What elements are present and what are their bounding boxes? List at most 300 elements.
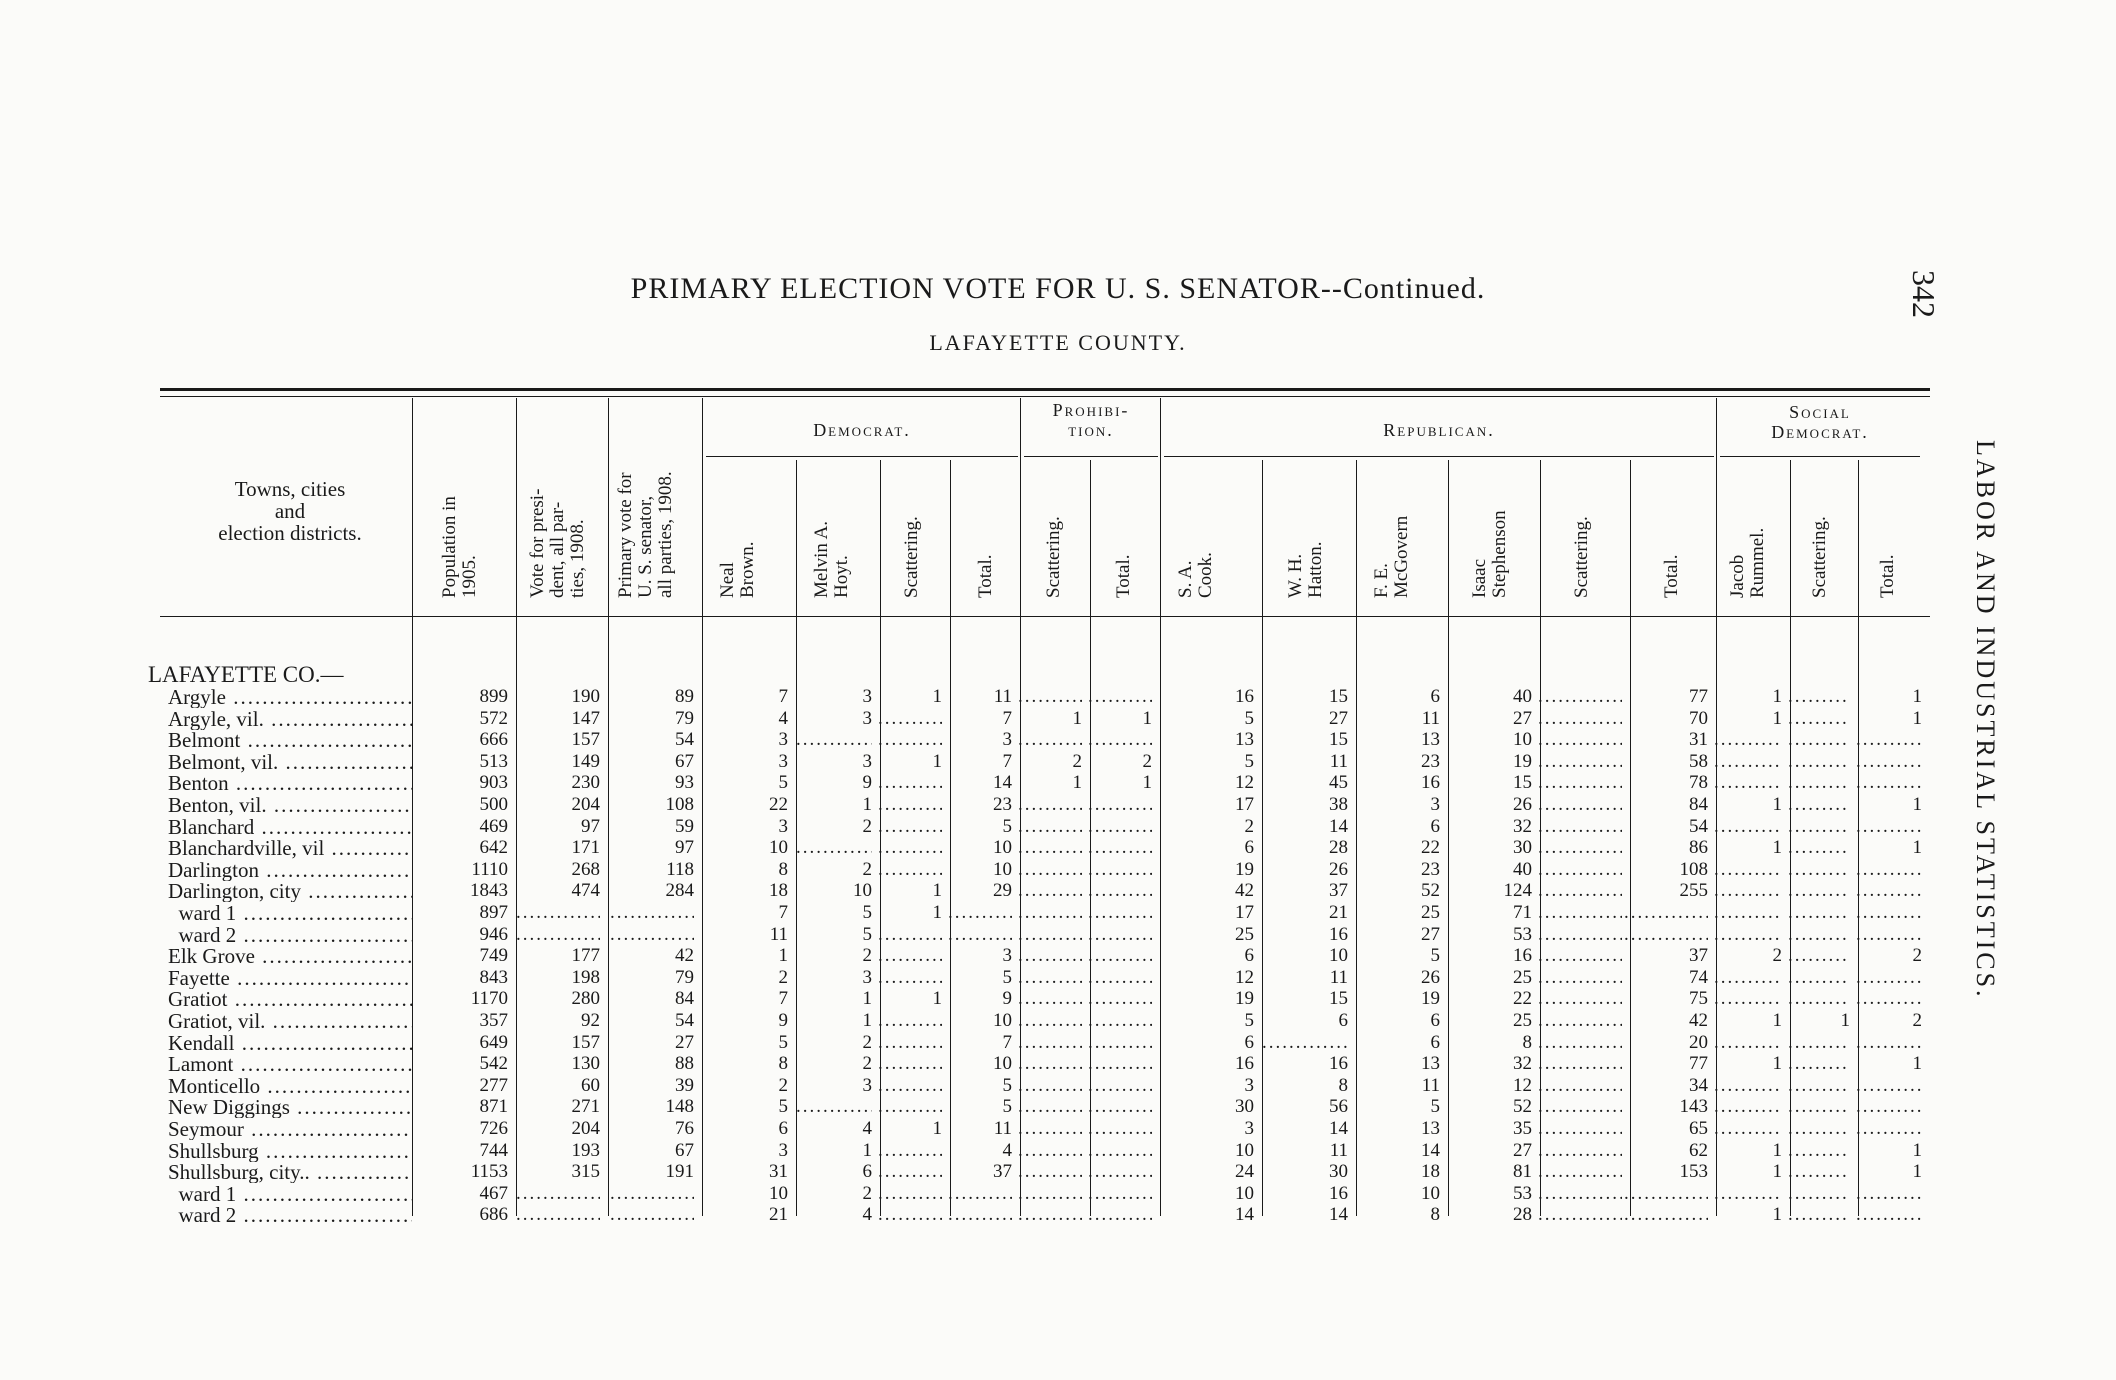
table-cell: 7 [778,686,788,707]
table-cell [1624,1183,1708,1205]
row-name: ward 1 ..... [168,902,412,924]
header-dem-scattering: Scattering. [901,516,922,598]
table-cell: 843 [479,967,508,988]
row-name: Elk Grove ..... [168,945,412,967]
table-cell: 3 [862,967,872,988]
header-dem-total: Total. [975,554,996,598]
table-cell: 1 [932,988,942,1009]
table-cell: 27 [1513,708,1532,729]
table-cell [1088,1075,1152,1097]
table-cell: 52 [1513,1096,1532,1117]
row-name: ward 1 ..... [168,1183,412,1205]
table-cell [1538,1118,1622,1140]
table-cell: 5 [1244,751,1254,772]
county-title: LAFAYETTE COUNTY. [929,330,1187,355]
table-cell: 649 [479,1032,508,1053]
table-cell: 6 [862,1161,872,1182]
table-cell: 2 [1912,1010,1922,1031]
row-name: Shullsburg ..... [168,1140,412,1162]
table-cell: 22 [1421,837,1440,858]
table-cell: 28 [1329,837,1348,858]
table-cell [1538,686,1622,708]
table-cell [1018,1161,1082,1183]
table-cell: 77 [1689,1053,1708,1074]
table-cell: 315 [571,1161,600,1182]
table-cell: 18 [1421,1161,1440,1182]
table-cell: 6 [1244,1032,1254,1053]
table-cell [1856,1032,1922,1054]
table-cell [1018,1096,1082,1118]
table-cell: 20 [1689,1032,1708,1053]
table-cell [1788,751,1850,773]
table-cell: 26 [1421,967,1440,988]
table-cell: 14 [1329,1204,1348,1225]
table-cell [1788,794,1850,816]
table-cell: 2 [1142,751,1152,772]
table-cell [1856,729,1922,751]
table-cell [1018,1032,1082,1054]
table-cell: 4 [778,708,788,729]
table-cell: 19 [1513,751,1532,772]
table-cell: 21 [769,1204,788,1225]
table-cell: 7 [1002,1032,1012,1053]
table-cell: 177 [571,945,600,966]
running-side-header: LABOR AND INDUSTRIAL STATISTICS. [1971,440,2000,1000]
table-cell: 204 [571,1118,600,1139]
table-row [0,1204,2116,1226]
group-prohibition: Prohibi- tion. [1052,400,1130,440]
table-cell: 899 [479,686,508,707]
table-cell [878,816,942,838]
table-cell: 1 [1912,837,1922,858]
table-cell: 3 [1002,729,1012,750]
table-cell: 5 [778,772,788,793]
table-cell: 16 [1235,686,1254,707]
table-cell [1856,751,1922,773]
table-cell [1088,1183,1152,1205]
header-primary-vote: Primary vote for U. S. senator, all parties, 1908. [615,471,676,598]
table-cell: 14 [1329,816,1348,837]
table-cell: 25 [1235,924,1254,945]
democrat-rule [706,456,1018,457]
table-cell [1088,837,1152,859]
table-cell: 17 [1235,794,1254,815]
table-cell [1788,1118,1850,1140]
header-rep-scattering: Scattering. [1571,516,1592,598]
table-cell [1538,1053,1622,1075]
table-cell: 8 [778,859,788,880]
table-cell: 10 [1329,945,1348,966]
table-row [0,1032,2116,1054]
table-cell: 1 [862,988,872,1009]
table-cell: 284 [665,880,694,901]
table-row [0,1075,2116,1097]
county-label: LAFAYETTE CO.— [148,662,344,687]
table-cell [1088,1010,1152,1032]
table-cell: 32 [1513,1053,1532,1074]
row-name: Benton, vil. ..... [168,794,412,816]
table-cell: 97 [675,837,694,858]
table-cell: 157 [571,729,600,750]
table-cell [878,945,942,967]
row-name: Blanchardville, vil ..... [168,837,412,859]
header-population: Population in 1905. [439,496,480,598]
table-cell [1856,1204,1922,1226]
table-cell: 52 [1421,880,1440,901]
table-cell: 30 [1513,837,1532,858]
table-cell: 897 [479,902,508,923]
table-cell [1538,772,1622,794]
table-cell [1714,1118,1782,1140]
table-cell: 10 [1235,1183,1254,1204]
table-cell [1714,988,1782,1010]
table-cell [1538,794,1622,816]
header-fe-mcgovern: F. E. McGovern [1371,515,1412,598]
table-cell: 28 [1513,1204,1532,1225]
table-cell: 16 [1329,1053,1348,1074]
table-cell: 1 [1772,708,1782,729]
table-cell: 2 [862,1183,872,1204]
table-cell: 60 [581,1075,600,1096]
table-cell [1856,1118,1922,1140]
table-cell [1538,708,1622,730]
table-cell: 2 [862,859,872,880]
table-cell [1788,1053,1850,1075]
table-row [0,1140,2116,1162]
table-cell: 1 [1772,686,1782,707]
table-cell [1714,1032,1782,1054]
social-democrat-rule [1720,456,1920,457]
table-cell: 34 [1689,1075,1708,1096]
table-cell: 230 [571,772,600,793]
table-cell: 3 [1002,945,1012,966]
table-cell [1088,880,1152,902]
table-cell [1018,816,1082,838]
table-cell [1856,816,1922,838]
table-cell: 130 [571,1053,600,1074]
table-cell: 6 [778,1118,788,1139]
table-cell: 11 [769,924,788,945]
table-cell: 2 [862,1032,872,1053]
table-cell: 27 [1421,924,1440,945]
table-cell: 474 [571,880,600,901]
table-cell: 1 [1072,708,1082,729]
table-row [0,967,2116,989]
header-presidential-vote: Vote for presi- dent, all par- ties, 1908. [527,488,588,598]
table-cell: 1 [1912,686,1922,707]
table-cell: 280 [571,988,600,1009]
table-cell: 147 [571,708,600,729]
table-cell: 10 [993,1053,1012,1074]
table-cell [796,1096,872,1118]
header-wh-hatton: W. H. Hatton. [1285,541,1326,598]
table-cell: 25 [1513,1010,1532,1031]
row-name: ward 2 ..... [168,1204,412,1226]
table-cell: 1 [932,1118,942,1139]
table-cell [878,837,942,859]
header-bottom-rule [160,616,1930,617]
table-cell: 8 [1338,1075,1348,1096]
table-cell [1788,686,1850,708]
table-cell: 10 [769,837,788,858]
table-cell [1538,945,1622,967]
table-cell: 1 [862,1140,872,1161]
table-cell: 1 [932,902,942,923]
table-cell [610,1204,694,1226]
table-cell: 3 [862,708,872,729]
table-cell: 19 [1421,988,1440,1009]
table-cell: 38 [1329,794,1348,815]
table-cell: 5 [1002,967,1012,988]
table-cell [1088,816,1152,838]
table-cell [948,1204,1012,1226]
row-name: Darlington, city ..... [168,880,412,902]
row-name: Argyle ..... [168,686,412,708]
table-cell: 16 [1329,1183,1348,1204]
table-cell: 666 [479,729,508,750]
table-cell: 6 [1430,1010,1440,1031]
table-cell [878,1075,942,1097]
table-cell: 1153 [470,1161,508,1182]
table-cell: 124 [1503,880,1532,901]
table-cell: 76 [675,1118,694,1139]
table-cell [1788,945,1850,967]
page-title: PRIMARY ELECTION VOTE FOR U. S. SENATOR--Continued. [630,272,1486,305]
table-cell: 9 [1002,988,1012,1009]
table-cell [1714,729,1782,751]
table-cell: 30 [1235,1096,1254,1117]
table-cell: 5 [1244,1010,1254,1031]
table-cell: 39 [675,1075,694,1096]
table-cell [1538,1183,1622,1205]
table-row [0,1118,2116,1140]
table-cell: 1110 [471,859,508,880]
table-cell [1088,1096,1152,1118]
table-cell: 11 [1329,751,1348,772]
table-cell: 22 [1513,988,1532,1009]
table-cell [1088,1204,1152,1226]
table-cell [878,794,942,816]
table-cell [1088,859,1152,881]
table-cell [796,729,872,751]
table-cell: 2 [1244,816,1254,837]
table-cell: 45 [1329,772,1348,793]
table-cell: 70 [1689,708,1708,729]
table-cell: 1170 [470,988,508,1009]
table-cell [1018,686,1082,708]
table-cell [1088,924,1152,946]
table-cell: 3 [1244,1118,1254,1139]
table-cell [1538,859,1622,881]
table-cell: 10 [993,859,1012,880]
table-cell: 42 [675,945,694,966]
table-cell: 469 [479,816,508,837]
table-cell: 686 [479,1204,508,1225]
table-cell: 3 [778,729,788,750]
table-cell: 79 [675,708,694,729]
header-rep-total: Total. [1661,554,1682,598]
table-cell: 6 [1338,1010,1348,1031]
table-cell: 143 [1679,1096,1708,1117]
row-name: New Diggings ..... [168,1096,412,1118]
table-cell [1538,880,1622,902]
table-cell: 15 [1513,772,1532,793]
table-cell: 7 [1002,708,1012,729]
table-cell: 7 [778,988,788,1009]
table-cell [1714,1096,1782,1118]
table-cell: 53 [1513,924,1532,945]
table-cell: 19 [1235,859,1254,880]
table-cell [1856,772,1922,794]
group-democrat: Democrat. [813,420,911,440]
row-name: Seymour ..... [168,1118,412,1140]
table-cell: 4 [1002,1140,1012,1161]
table-cell: 9 [778,1010,788,1031]
table-cell: 193 [571,1140,600,1161]
table-cell: 15 [1329,988,1348,1009]
table-cell: 1 [1772,1010,1782,1031]
table-cell [1018,1053,1082,1075]
table-cell: 5 [862,902,872,923]
table-cell [1538,729,1622,751]
table-cell [878,859,942,881]
table-cell [1018,1118,1082,1140]
table-cell [1538,816,1622,838]
table-cell: 11 [1421,1075,1440,1096]
table-cell: 6 [1430,816,1440,837]
table-cell: 16 [1235,1053,1254,1074]
header-sa-cook: S. A. Cook. [1175,552,1216,598]
table-cell [1088,988,1152,1010]
table-cell [1088,686,1152,708]
table-cell [1714,816,1782,838]
table-cell [1788,1204,1850,1226]
table-cell [1088,1053,1152,1075]
table-cell [878,924,942,946]
table-cell: 5 [1430,945,1440,966]
table-cell: 1 [1142,708,1152,729]
table-cell: 35 [1513,1118,1532,1139]
table-cell [1018,859,1082,881]
row-name: Belmont, vil. ..... [168,751,412,773]
table-cell: 14 [993,772,1012,793]
table-cell [1714,1075,1782,1097]
table-cell: 18 [769,880,788,901]
table-cell: 198 [571,967,600,988]
table-cell: 75 [1689,988,1708,1009]
table-cell [948,1183,1012,1205]
table-cell: 2 [862,816,872,837]
table-cell [1856,859,1922,881]
table-cell [1624,1204,1708,1226]
table-cell: 25 [1421,902,1440,923]
table-cell: 37 [993,1161,1012,1182]
table-cell [1788,924,1850,946]
table-cell: 946 [479,924,508,945]
table-cell: 71 [1513,902,1532,923]
table-cell: 92 [581,1010,600,1031]
table-cell: 6 [1430,686,1440,707]
table-cell [1714,880,1782,902]
table-row [0,837,2116,859]
table-cell: 1 [1912,794,1922,815]
row-name: Argyle, vil. ..... [168,708,412,730]
table-cell: 54 [675,1010,694,1031]
table-cell [610,1183,694,1205]
table-cell: 79 [675,967,694,988]
table-cell [1538,1010,1622,1032]
table-cell: 1 [862,794,872,815]
table-cell [1714,772,1782,794]
top-rule-thin [160,396,1930,397]
table-cell: 5 [1002,816,1012,837]
table-cell [1018,902,1082,924]
table-cell: 148 [665,1096,694,1117]
table-cell: 12 [1513,1075,1532,1096]
table-cell: 6 [1244,945,1254,966]
table-cell: 8 [778,1053,788,1074]
table-cell: 93 [675,772,694,793]
table-cell: 10 [1235,1140,1254,1161]
table-cell: 3 [862,686,872,707]
table-cell [1788,859,1850,881]
table-cell [878,1096,942,1118]
table-cell: 56 [1329,1096,1348,1117]
table-cell: 1 [1840,1010,1850,1031]
table-cell: 11 [993,686,1012,707]
table-cell: 19 [1235,988,1254,1009]
table-cell: 23 [993,794,1012,815]
table-cell: 542 [479,1053,508,1074]
table-cell [1788,967,1850,989]
table-cell: 2 [1072,751,1082,772]
table-cell [1538,902,1622,924]
table-cell: 9 [862,772,872,793]
row-name: Shullsburg, city.. ..... [168,1161,412,1183]
table-cell: 642 [479,837,508,858]
table-cell: 67 [675,1140,694,1161]
table-cell: 190 [571,686,600,707]
table-cell: 7 [778,902,788,923]
table-cell [878,1183,942,1205]
table-cell: 11 [993,1118,1012,1139]
table-cell: 13 [1421,1118,1440,1139]
table-cell: 31 [769,1161,788,1182]
table-cell: 32 [1513,816,1532,837]
table-cell: 31 [1689,729,1708,750]
table-cell: 6 [1244,837,1254,858]
table-cell: 37 [1689,945,1708,966]
table-cell [1788,1161,1850,1183]
table-cell: 2 [862,945,872,966]
table-cell: 74 [1689,967,1708,988]
table-cell [516,1204,600,1226]
table-cell: 27 [1513,1140,1532,1161]
table-cell [1088,794,1152,816]
table-cell [1788,902,1850,924]
table-row [0,1096,2116,1118]
table-cell: 14 [1235,1204,1254,1225]
table-cell: 357 [479,1010,508,1031]
table-cell: 13 [1235,729,1254,750]
table-cell: 67 [675,751,694,772]
table-cell: 62 [1689,1140,1708,1161]
header-pro-total: Total. [1113,554,1134,598]
table-cell: 1 [1772,1204,1782,1225]
table-cell: 81 [1513,1161,1532,1182]
table-cell: 513 [479,751,508,772]
table-cell: 2 [862,1053,872,1074]
